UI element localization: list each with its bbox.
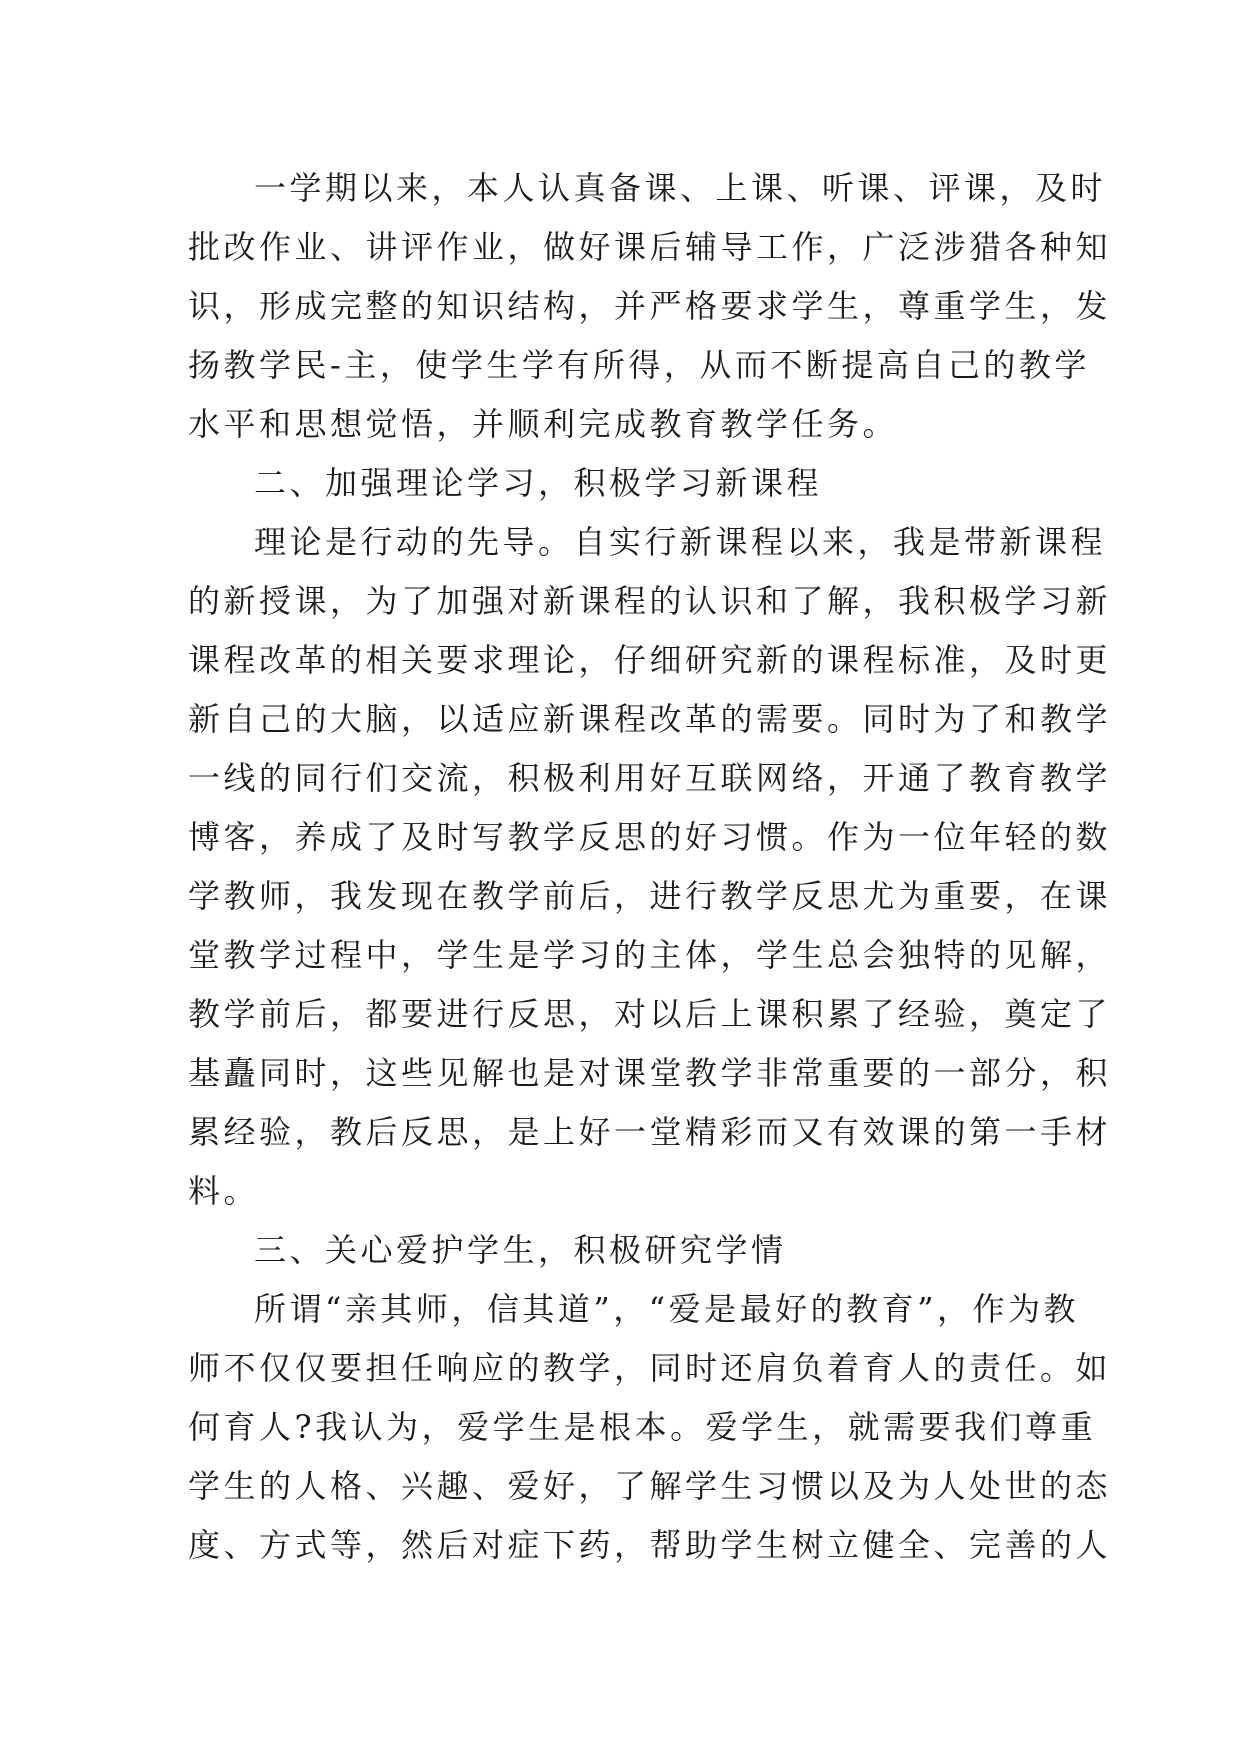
text-line: 的新授课，为了加强对新课程的认识和了解，我积极学习新 (188, 582, 1112, 620)
text-line: 学生的人格、兴趣、爱好，了解学生习惯以及为人处世的态 (188, 1467, 1112, 1505)
text-line: 度、方式等，然后对症下药，帮助学生树立健全、完善的人 (188, 1526, 1112, 1564)
text-line: 识，形成完整的知识结构，并严格要求学生，尊重学生，发 (188, 287, 1112, 325)
text-line: 扬教学民-主，使学生学有所得，从而不断提高自己的教学 (188, 346, 1090, 384)
text-line: 师不仅仅要担任响应的教学，同时还肩负着育人的责任。如 (188, 1349, 1112, 1387)
text-line: 一线的同行们交流，积极利用好互联网络，开通了教育教学 (188, 759, 1112, 797)
section-heading-3: 三、关心爱护学生，积极研究学情 (254, 1231, 787, 1269)
text-line: 何育人?我认为，爱学生是根本。爱学生，就需要我们尊重 (188, 1408, 1097, 1446)
text-line: 堂教学过程中，学生是学习的主体，学生总会独特的见解， (188, 936, 1112, 974)
text-line: 学教师，我发现在教学前后，进行教学反思尤为重要，在课 (188, 877, 1112, 915)
text-line: 博客，养成了及时写教学反思的好习惯。作为一位年轻的数 (188, 818, 1112, 856)
text-line: 一学期以来，本人认真备课、上课、听课、评课，及时 (254, 169, 1107, 207)
text-line: 基矗同时，这些见解也是对课堂教学非常重要的一部分，积 (188, 1054, 1112, 1092)
paragraph-1 (188, 159, 1112, 454)
text-line: 所谓“亲其师，信其道”，“爱是最好的教育”，作为教 (254, 1290, 1079, 1328)
section-heading-2: 二、加强理论学习，积极学习新课程 (254, 464, 823, 502)
text-line: 水平和思想觉悟，并顺利完成教育教学任务。 (188, 405, 899, 443)
text-line: 新自己的大脑，以适应新课程改革的需要。同时为了和教学 (188, 700, 1112, 738)
text-line: 料。 (188, 1172, 260, 1210)
text-line: 累经验，教后反思，是上好一堂精彩而又有效课的第一手材 (188, 1113, 1112, 1151)
paragraph-2 (188, 513, 1112, 1221)
document-body (188, 159, 1112, 1575)
paragraph-3 (188, 1280, 1112, 1575)
text-line: 课程改革的相关要求理论，仔细研究新的课程标准，及时更 (188, 641, 1112, 679)
text-line: 教学前后，都要进行反思，对以后上课积累了经验，奠定了 (188, 995, 1112, 1033)
text-line: 批改作业、讲评作业，做好课后辅导工作，广泛涉猎各种知 (188, 228, 1112, 266)
text-line: 理论是行动的先导。自实行新课程以来，我是带新课程 (254, 523, 1107, 561)
